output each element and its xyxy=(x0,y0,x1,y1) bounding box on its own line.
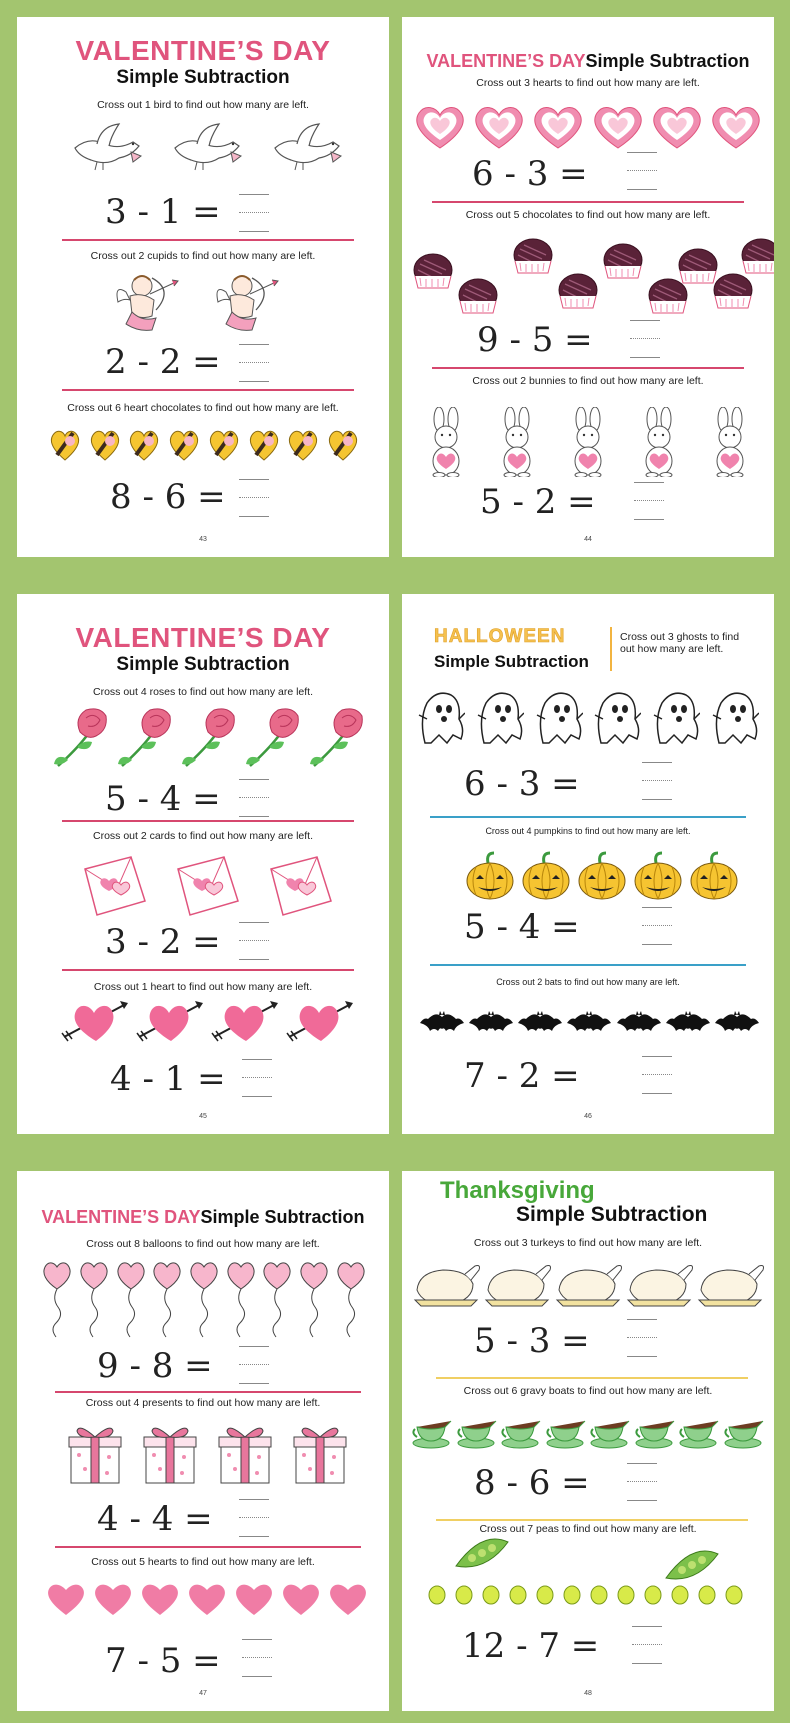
picture-row xyxy=(410,1411,766,1451)
rose-icon xyxy=(112,704,174,774)
heart-icon xyxy=(46,1581,86,1617)
answer-blank[interactable] xyxy=(239,1499,269,1537)
bunny-icon xyxy=(421,407,471,477)
worksheet-page-48 xyxy=(402,1171,774,1711)
turkey-icon xyxy=(482,1260,552,1308)
heart-icon xyxy=(140,1581,180,1617)
instruction-text: Cross out 2 bats to find out how many are left. xyxy=(496,977,680,987)
gravy-boat-icon xyxy=(678,1413,720,1449)
chocolate-icon xyxy=(412,252,454,292)
present-icon xyxy=(290,1421,350,1487)
picture-row xyxy=(412,689,764,744)
balloon-icon xyxy=(79,1259,109,1339)
turkey-icon xyxy=(411,1260,481,1308)
answer-blank[interactable] xyxy=(239,779,269,817)
page-number: 47 xyxy=(199,1690,207,1697)
balloon-icon xyxy=(116,1259,146,1339)
bat-icon xyxy=(518,1007,562,1037)
section-divider xyxy=(55,1391,361,1393)
gravy-boat-icon xyxy=(589,1413,631,1449)
gravy-boat-icon xyxy=(500,1413,542,1449)
pea-icon xyxy=(427,1584,447,1606)
answer-blank[interactable] xyxy=(642,1056,672,1094)
pea-icon xyxy=(481,1584,501,1606)
chocolate-icon xyxy=(557,272,599,312)
heart-icon xyxy=(281,1581,321,1617)
heart-outline-icon xyxy=(413,104,467,150)
bird-icon xyxy=(167,122,247,172)
picture-row xyxy=(42,1576,372,1621)
pumpkin-icon xyxy=(464,851,516,901)
instruction-text: Cross out 1 heart to find out how many are left. xyxy=(93,981,313,993)
bat-icon xyxy=(420,1007,464,1037)
worksheet-page-46 xyxy=(402,594,774,1134)
cupid-icon xyxy=(212,270,282,335)
heart-chocolate-icon xyxy=(167,427,201,463)
answer-blank[interactable] xyxy=(642,762,672,800)
instruction-text: Cross out 4 roses to find out how many are left. xyxy=(92,686,314,698)
picture-row xyxy=(57,1414,357,1494)
pea-icon xyxy=(670,1584,690,1606)
picture-row xyxy=(402,1536,774,1611)
equation: 5 - 3 = xyxy=(474,1321,590,1361)
balloon-icon xyxy=(336,1259,366,1339)
page-subtitle: Simple Subtraction xyxy=(200,1207,365,1227)
instruction-text: Cross out 6 gravy boats to find out how many are left. xyxy=(463,1385,713,1397)
picture-row xyxy=(57,996,357,1046)
pea-pod-icon xyxy=(452,1536,512,1570)
heart-chocolate-icon xyxy=(247,427,281,463)
picture-row xyxy=(410,97,766,157)
picture-row xyxy=(47,704,367,774)
pea-icon xyxy=(724,1584,744,1606)
page-title: VALENTINE’S DAY xyxy=(426,51,586,71)
instruction-text: Cross out 1 bird to find out how many are left. xyxy=(97,99,309,111)
heart-icon xyxy=(187,1581,227,1617)
turkey-icon xyxy=(553,1260,623,1308)
card-icon xyxy=(79,855,149,917)
picture-row xyxy=(39,1256,369,1341)
balloon-icon xyxy=(226,1259,256,1339)
picture-row xyxy=(67,846,347,926)
pea-icon xyxy=(589,1584,609,1606)
page-subtitle: Simple Subtraction xyxy=(516,1203,708,1226)
title-divider xyxy=(610,627,612,671)
rose-icon xyxy=(48,704,110,774)
bat-icon xyxy=(567,1007,611,1037)
equation: 5 - 4 = xyxy=(464,907,580,947)
chocolate-icon xyxy=(712,272,754,312)
equation: 5 - 4 = xyxy=(105,779,221,819)
equation: 4 - 1 = xyxy=(110,1059,226,1099)
card-icon xyxy=(172,855,242,917)
ghost-icon xyxy=(593,689,641,745)
rose-icon xyxy=(304,704,366,774)
present-icon xyxy=(65,1421,125,1487)
pea-icon xyxy=(454,1584,474,1606)
gravy-boat-icon xyxy=(723,1413,765,1449)
instruction-text: Cross out 3 ghosts to find out how many are left. xyxy=(620,631,740,655)
chocolate-icon xyxy=(512,237,554,277)
instruction-text: Cross out 7 peas to find out how many are left. xyxy=(479,1523,697,1535)
chocolate-icon xyxy=(457,277,499,317)
balloon-icon xyxy=(42,1259,72,1339)
heart-outline-icon xyxy=(531,104,585,150)
pumpkin-icon xyxy=(520,851,572,901)
balloon-icon xyxy=(189,1259,219,1339)
heart-outline-icon xyxy=(472,104,526,150)
page-number: 48 xyxy=(584,1690,592,1697)
bunny-icon xyxy=(705,407,755,477)
section-divider xyxy=(62,969,354,971)
answer-blank[interactable] xyxy=(642,907,672,945)
instruction-text: Cross out 2 cupids to find out how many are left. xyxy=(90,250,316,262)
page-subtitle: Simple Subtraction xyxy=(434,652,589,671)
answer-blank[interactable] xyxy=(242,1639,272,1677)
balloon-icon xyxy=(262,1259,292,1339)
picture-row xyxy=(417,1004,762,1039)
heart-chocolate-icon xyxy=(326,427,360,463)
section-divider xyxy=(432,367,744,369)
answer-blank[interactable] xyxy=(627,152,657,190)
pea-icon xyxy=(643,1584,663,1606)
ghost-icon xyxy=(417,689,465,745)
ghost-icon xyxy=(476,689,524,745)
page-subtitle: Simple Subtraction xyxy=(116,654,290,675)
equation: 3 - 1 = xyxy=(105,192,221,232)
present-icon xyxy=(140,1421,200,1487)
answer-blank[interactable] xyxy=(242,1059,272,1097)
bird-icon xyxy=(267,122,347,172)
page-number: 44 xyxy=(584,536,592,543)
heart-icon xyxy=(93,1581,133,1617)
pea-icon xyxy=(616,1584,636,1606)
present-icon xyxy=(215,1421,275,1487)
bunny-icon xyxy=(563,407,613,477)
heart-chocolate-icon xyxy=(48,427,82,463)
page-title: VALENTINE’S DAY xyxy=(75,35,331,66)
picture-row xyxy=(410,1256,766,1311)
pumpkin-icon xyxy=(576,851,628,901)
heart-arrow-icon xyxy=(285,997,355,1045)
section-divider xyxy=(62,389,354,391)
ghost-icon xyxy=(652,689,700,745)
rose-icon xyxy=(176,704,238,774)
equation: 7 - 5 = xyxy=(105,1641,221,1681)
gravy-boat-icon xyxy=(456,1413,498,1449)
section-divider xyxy=(432,201,744,203)
rose-icon xyxy=(240,704,302,774)
heart-chocolate-icon xyxy=(286,427,320,463)
section-divider xyxy=(430,816,746,818)
page-title: VALENTINE’S DAY xyxy=(75,622,331,653)
pumpkin-icon xyxy=(688,851,740,901)
heart-outline-icon xyxy=(709,104,763,150)
section-divider xyxy=(436,1519,748,1521)
section-divider xyxy=(62,239,354,241)
section-divider xyxy=(430,964,746,966)
page-title: VALENTINE’S DAY xyxy=(41,1207,201,1227)
heart-chocolate-icon xyxy=(88,427,122,463)
picture-row xyxy=(45,422,363,467)
page-subtitle: Simple Subtraction xyxy=(585,51,750,71)
pea-icon xyxy=(508,1584,528,1606)
equation: 3 - 2 = xyxy=(105,922,221,962)
equation: 7 - 2 = xyxy=(464,1056,580,1096)
equation: 5 - 2 = xyxy=(480,482,596,522)
equation: 6 - 3 = xyxy=(464,764,580,804)
worksheet-page-45 xyxy=(17,594,389,1134)
page-number: 45 xyxy=(199,1113,207,1120)
equation: 8 - 6 = xyxy=(110,477,226,517)
worksheet-page-47 xyxy=(17,1171,389,1711)
instruction-text: Cross out 2 bunnies to find out how many are left. xyxy=(472,375,704,387)
page-title-line xyxy=(17,1207,389,1228)
pumpkin-icon xyxy=(632,851,684,901)
picture-row xyxy=(97,267,297,337)
heart-arrow-icon xyxy=(135,997,205,1045)
bat-icon xyxy=(617,1007,661,1037)
page-title: HALLOWEEN xyxy=(434,626,566,647)
bird-icon xyxy=(67,122,147,172)
heart-chocolate-icon xyxy=(127,427,161,463)
answer-blank[interactable] xyxy=(239,1346,269,1384)
instruction-text: Cross out 3 turkeys to find out how many are left. xyxy=(473,1237,703,1249)
picture-row xyxy=(410,402,766,482)
gravy-boat-icon xyxy=(411,1413,453,1449)
instruction-text: Cross out 5 chocolates to find out how many are left. xyxy=(465,209,711,221)
heart-arrow-icon xyxy=(60,997,130,1045)
chocolate-icon xyxy=(602,242,644,282)
ghost-icon xyxy=(711,689,759,745)
heart-arrow-icon xyxy=(210,997,280,1045)
card-icon xyxy=(265,855,335,917)
picture-row xyxy=(57,117,357,177)
instruction-text: Cross out 5 hearts to find out how many are left. xyxy=(91,1556,315,1568)
answer-blank[interactable] xyxy=(627,1463,657,1501)
answer-blank[interactable] xyxy=(239,194,269,232)
instruction-text: Cross out 4 presents to find out how many are left. xyxy=(85,1397,321,1409)
answer-blank[interactable] xyxy=(239,344,269,382)
instruction-text: Cross out 3 hearts to find out how many are left. xyxy=(476,77,700,89)
answer-blank[interactable] xyxy=(239,922,269,960)
answer-blank[interactable] xyxy=(627,1319,657,1357)
equation: 9 - 8 = xyxy=(97,1346,213,1386)
answer-blank[interactable] xyxy=(632,1626,662,1664)
equation: 8 - 6 = xyxy=(474,1463,590,1503)
page-title: Thanksgiving xyxy=(440,1177,595,1204)
answer-blank[interactable] xyxy=(630,320,660,358)
heart-chocolate-icon xyxy=(207,427,241,463)
pea-icon xyxy=(562,1584,582,1606)
instruction-text: Cross out 8 balloons to find out how many are left. xyxy=(86,1238,320,1250)
page-number: 43 xyxy=(199,536,207,543)
bunny-icon xyxy=(492,407,542,477)
picture-row xyxy=(462,848,742,903)
picture-row xyxy=(402,232,774,327)
worksheet-page-44 xyxy=(402,17,774,557)
page-subtitle: Simple Subtraction xyxy=(116,67,290,88)
section-divider xyxy=(55,1546,361,1548)
heart-icon xyxy=(328,1581,368,1617)
pea-icon xyxy=(535,1584,555,1606)
equation: 6 - 3 = xyxy=(472,154,588,194)
equation: 2 - 2 = xyxy=(105,342,221,382)
bunny-icon xyxy=(634,407,684,477)
cupid-icon xyxy=(112,270,182,335)
section-divider xyxy=(436,1377,748,1379)
balloon-icon xyxy=(299,1259,329,1339)
worksheet-page-43 xyxy=(17,17,389,557)
section-divider xyxy=(62,820,354,822)
turkey-icon xyxy=(624,1260,694,1308)
balloon-icon xyxy=(152,1259,182,1339)
equation: 4 - 4 = xyxy=(97,1499,213,1539)
instruction-text: Cross out 6 heart chocolates to find out how many are left. xyxy=(67,402,339,414)
heart-outline-icon xyxy=(650,104,704,150)
equation: 12 - 7 = xyxy=(462,1626,600,1666)
chocolate-icon xyxy=(740,237,774,277)
heart-icon xyxy=(234,1581,274,1617)
answer-blank[interactable] xyxy=(634,482,664,520)
gravy-boat-icon xyxy=(634,1413,676,1449)
bat-icon xyxy=(666,1007,710,1037)
pea-icon xyxy=(697,1584,717,1606)
ghost-icon xyxy=(535,689,583,745)
heart-outline-icon xyxy=(591,104,645,150)
equation: 9 - 5 = xyxy=(477,320,593,360)
answer-blank[interactable] xyxy=(239,479,269,517)
bat-icon xyxy=(469,1007,513,1037)
page-title-line xyxy=(402,51,774,72)
instruction-text: Cross out 4 pumpkins to find out how many are left. xyxy=(485,826,691,836)
pea-pod-icon xyxy=(662,1548,722,1582)
turkey-icon xyxy=(695,1260,765,1308)
gravy-boat-icon xyxy=(545,1413,587,1449)
bat-icon xyxy=(715,1007,759,1037)
instruction-text: Cross out 2 cards to find out how many are left. xyxy=(92,830,314,842)
page-number: 46 xyxy=(584,1113,592,1120)
